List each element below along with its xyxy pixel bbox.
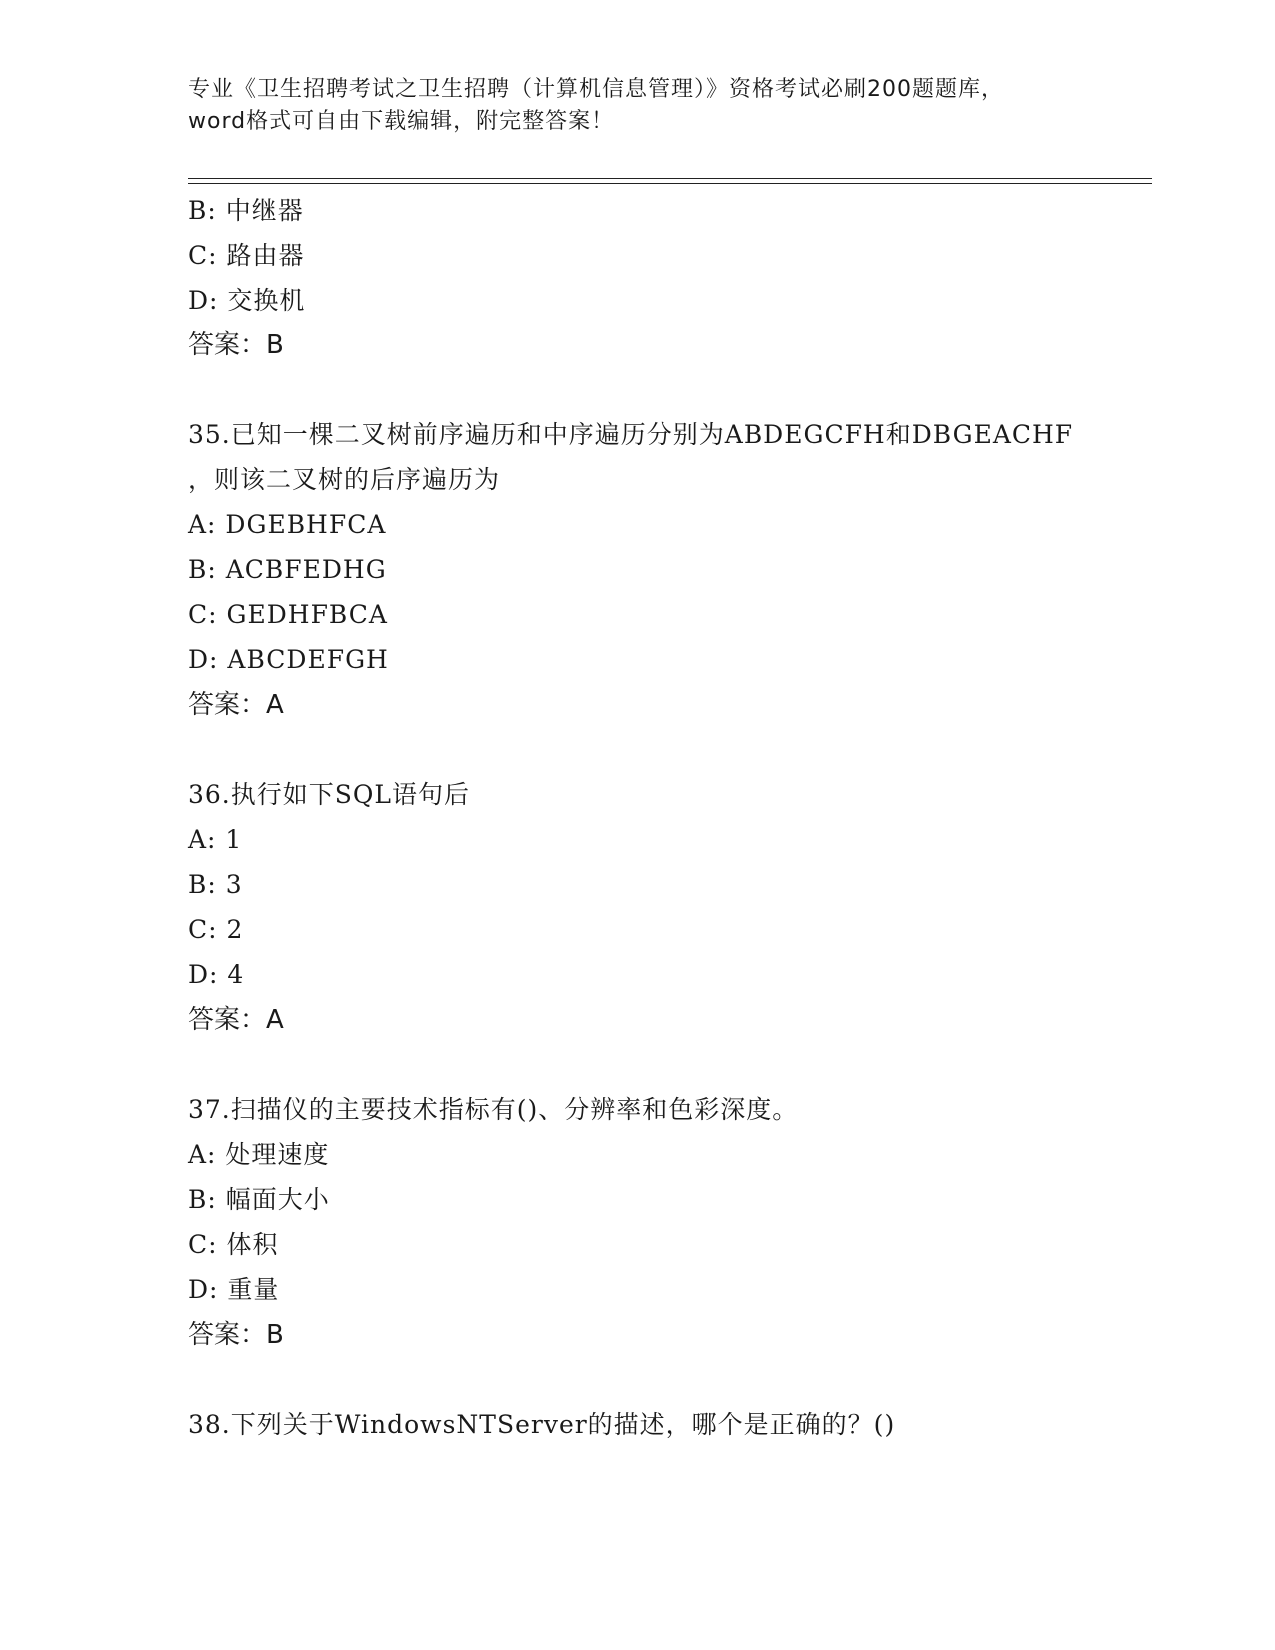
q37-option-b: B: 幅面大小 (188, 1185, 330, 1214)
q36-option-b: B: 3 (188, 870, 243, 899)
q34-option-b: B: 中继器 (188, 196, 304, 225)
document-header (188, 74, 1088, 138)
q36-option-d: D: 4 (188, 960, 245, 989)
q36-option-c: C: 2 (188, 915, 244, 944)
header-line-2: word格式可自由下载编辑，附完整答案！ (188, 109, 615, 134)
q34-option-c: C: 路由器 (188, 241, 305, 270)
q36-answer: 答案：A (188, 1005, 284, 1035)
q37-stem: 37.扫描仪的主要技术指标有()、分辨率和色彩深度。 (188, 1095, 799, 1124)
q35-option-b: B: ACBFEDHG (188, 555, 387, 584)
q37-option-d: D: 重量 (188, 1275, 280, 1304)
q34-answer: 答案：B (188, 330, 284, 360)
q36-stem: 36.执行如下SQL语句后 (188, 780, 470, 809)
q35-option-a: A: DGEBHFCA (188, 510, 387, 539)
q35-option-c: C: GEDHFBCA (188, 600, 388, 629)
header-line-1: 专业《卫生招聘考试之卫生招聘（计算机信息管理）》资格考试必刷200题题库， (188, 77, 1004, 102)
q35-answer: 答案：A (188, 690, 284, 720)
header-rule-top (188, 178, 1152, 179)
q34-option-d: D: 交换机 (188, 286, 306, 315)
q37-option-a: A: 处理速度 (188, 1140, 330, 1169)
q38-stem: 38.下列关于WindowsNTServer的描述，哪个是正确的？() (188, 1410, 896, 1439)
q35-stem-line-2: ，则该二叉树的后序遍历为 (188, 465, 501, 494)
q35-option-d: D: ABCDEFGH (188, 645, 389, 674)
q37-answer: 答案：B (188, 1320, 284, 1350)
q37-option-c: C: 体积 (188, 1230, 279, 1259)
q36-option-a: A: 1 (188, 825, 243, 854)
q35-stem-line-1: 35.已知一棵二叉树前序遍历和中序遍历分别为ABDEGCFH和DBGEACHF (188, 420, 1074, 449)
header-rule-bottom (188, 183, 1152, 184)
